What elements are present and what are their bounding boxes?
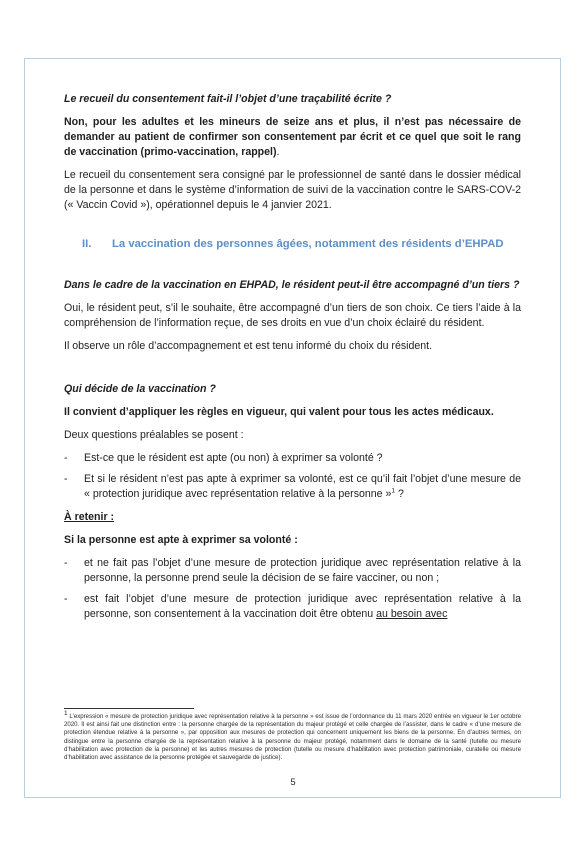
- list-item: [64, 592, 521, 622]
- list-item: [64, 472, 521, 502]
- question-tracabilite: Le recueil du consentement fait-il l’objet d’une traçabilité écrite ?: [64, 93, 392, 105]
- footnote-text: L’expression « mesure de protection juridique avec représentation relative à la personne » est issue de l’ordonnance du 11 mars 2020 entrée en vigueur le 1er octobre 2020. Il est ainsi fait une distinction entre : la personne chargée de la représentation du majeur protégé et celle chargée de l’assister, dans le cadre « d’une mesure de protection étendue relative à la personne », par opposition aux mesures de protection qui concernent uniquement les biens de la personne. En d’autres termes, on distingue entre la personne chargée de la représentation relative à la personne du majeur protégé, notamment dans le domaine de la santé (tutelle ou mesure d’habilitation avec protection de la personne) et les autres mesures de protection (tutelle ou mesure d’habilitation avec protection patrimoniale, curatelle ou mesure d’habilitation avec assistance de la personne protégée et sauvegarde de justice).: [64, 713, 521, 762]
- page-number: 5: [290, 777, 296, 788]
- question-accompagnement: Dans le cadre de la vaccination en EHPAD, le résident peut-il être accompagné d’un tiers ?: [64, 279, 520, 291]
- dash-bullet: -: [64, 557, 68, 569]
- section-number: II.: [82, 238, 92, 250]
- dash-bullet: -: [64, 473, 68, 485]
- dash-bullet: -: [64, 593, 68, 605]
- apte-list: [64, 556, 521, 622]
- footnote-divider: [64, 708, 194, 709]
- answer-end: .: [276, 146, 280, 158]
- apte-heading: Si la personne est apte à exprimer sa volonté :: [64, 534, 298, 546]
- paragraph-accompagnement-2: Il observe un rôle d’accompagnement et est tenu informé du choix du résident.: [64, 340, 433, 352]
- preliminary-questions-list: [64, 451, 521, 502]
- list-item-end: ?: [395, 488, 404, 500]
- footnote: [64, 709, 521, 762]
- section-title: La vaccination des personnes âgées, notamment des résidents d’EHPAD: [112, 238, 504, 250]
- retenir-heading: À retenir :: [64, 511, 115, 523]
- dash-bullet: -: [64, 452, 68, 464]
- list-item: [64, 556, 521, 586]
- section-heading: [64, 237, 521, 252]
- page-content: [64, 92, 521, 630]
- rules-statement: Il convient d’appliquer les règles en vigueur, qui valent pour tous les actes médicaux.: [64, 406, 494, 418]
- list-item-text: et ne fait pas l’objet d’une mesure de protection juridique avec représentation relative à la personne, la personne prend seule la décision de se faire vacciner, ou non ;: [84, 557, 521, 584]
- list-item: [64, 451, 521, 466]
- answer-text: Non, pour les adultes et les mineurs de seize ans et plus, il n’est pas nécessaire de demander au patient de confirmer son consentement par écrit et ce quel que soit le rang de vaccination (primo-vaccination, rappel): [64, 116, 521, 158]
- footnote-reference[interactable]: 1: [391, 487, 396, 495]
- paragraph-accompagnement-1: Oui, le résident peut, s’il le souhaite, être accompagné d’un tiers de son choix. Ce tiers l’aide à la compréhension de l’information reçue, de ses droits en vue d’un choix éclairé du résident.: [64, 302, 521, 329]
- list-item-underlined: au besoin avec: [376, 608, 448, 620]
- footnote-marker: 1: [64, 709, 68, 717]
- paragraph-recueil: Le recueil du consentement sera consigné par le professionnel de santé dans le dossier médical de la personne et dans le système d’information de suivi de la vaccination contre le SARS-COV-2 (« Vaccin Covid »), opérationnel depuis le 4 janvier 2021.: [64, 169, 521, 211]
- question-decision: Qui décide de la vaccination ?: [64, 383, 216, 395]
- answer-tracabilite: [64, 115, 521, 160]
- list-item-text: est fait l’objet d’une mesure de protection juridique avec représentation relative à la personne, son consentement à la vaccination doit être obtenu: [84, 593, 521, 620]
- questions-intro: Deux questions préalables se posent :: [64, 429, 244, 441]
- list-item-text: Est-ce que le résident est apte (ou non) à exprimer sa volonté ?: [84, 452, 383, 464]
- list-item-text: Et si le résident n’est pas apte à exprimer sa volonté, est ce qu’il fait l’objet d’une mesure de « protection juridique avec représentation relative à la personne »: [84, 473, 521, 500]
